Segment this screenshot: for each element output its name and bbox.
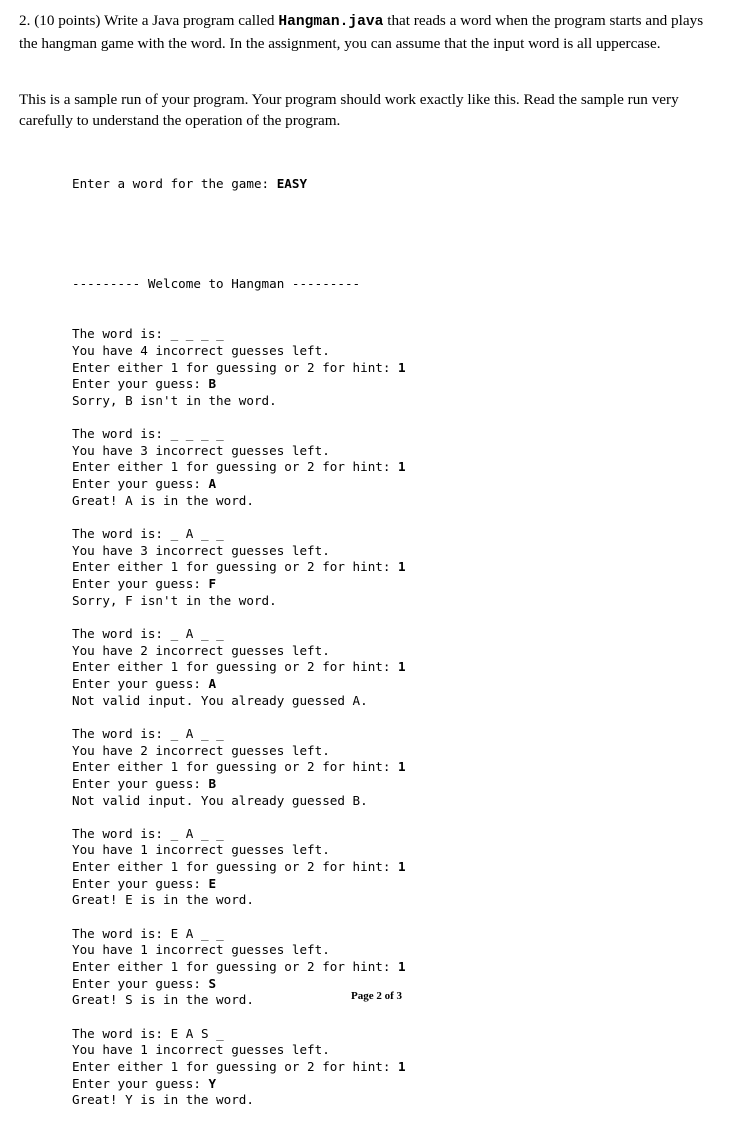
word-label: The word is: xyxy=(72,526,171,542)
hint-prompt: Enter either 1 for guessing or 2 for hint: xyxy=(72,859,399,875)
round xyxy=(72,709,406,809)
result-line: Sorry, B isn't in the word. xyxy=(72,392,277,408)
page-footer: Page 2 of 3 xyxy=(350,990,402,1002)
word-letter: _ xyxy=(200,725,209,741)
guess-input: B xyxy=(208,376,217,392)
hint-prompt-line xyxy=(72,360,406,377)
hint-prompt: Enter either 1 for guessing or 2 for hint: xyxy=(72,759,399,775)
word-letter: _ xyxy=(216,625,224,641)
guess-prompt: Enter your guess: xyxy=(72,376,209,392)
word-label: The word is: xyxy=(72,326,171,342)
word-letter: A xyxy=(185,526,194,542)
blank-line xyxy=(72,1009,406,1026)
guesses-left-line: You have 3 incorrect guesses left. xyxy=(72,442,330,458)
result-line: Great! S is in the word. xyxy=(72,992,254,1008)
hint-input: 1 xyxy=(398,859,406,875)
guess-prompt: Enter your guess: xyxy=(72,476,209,492)
hint-prompt: Enter either 1 for guessing or 2 for hint: xyxy=(72,459,399,475)
word-label: The word is: xyxy=(72,625,171,641)
word-letter: A xyxy=(185,825,194,841)
hint-prompt-line xyxy=(72,659,406,676)
guess-input: B xyxy=(208,775,217,791)
hint-prompt-line xyxy=(72,959,406,976)
word-prompt: Enter a word for the game: xyxy=(72,176,277,192)
word-status-line xyxy=(72,826,406,843)
round xyxy=(72,1009,406,1109)
guess-input: A xyxy=(208,476,217,492)
word-letter: _ xyxy=(170,526,179,542)
problem-intro: 2. (10 points) Write a Java program called xyxy=(19,12,275,29)
sample-run xyxy=(72,143,406,1126)
word-letter: _ xyxy=(200,326,209,342)
result-line: Not valid input. You already guessed B. xyxy=(72,792,368,808)
guess-prompt-line xyxy=(72,876,406,893)
guess-prompt: Enter your guess: xyxy=(72,1075,209,1091)
guess-prompt-line xyxy=(72,376,406,393)
word-letter: E xyxy=(170,925,179,941)
word-status-line xyxy=(72,526,406,543)
word-letter: _ xyxy=(170,725,179,741)
blank-line xyxy=(72,909,406,926)
hint-input: 1 xyxy=(398,359,406,375)
hint-input: 1 xyxy=(398,559,406,575)
filename: Hangman.java xyxy=(278,14,384,30)
word-letter: _ xyxy=(216,825,224,841)
word-label: The word is: xyxy=(72,925,171,941)
result-line: Great! A is in the word. xyxy=(72,492,254,508)
word-letter: _ xyxy=(216,925,224,941)
word-letter: _ xyxy=(185,426,194,442)
guess-prompt: Enter your guess: xyxy=(72,975,209,991)
guess-prompt-line xyxy=(72,576,406,593)
hint-input: 1 xyxy=(398,959,406,975)
hint-prompt: Enter either 1 for guessing or 2 for hint: xyxy=(72,1058,399,1074)
result-line: Sorry, F isn't in the word. xyxy=(72,592,277,608)
word-letter: A xyxy=(185,725,194,741)
hint-prompt: Enter either 1 for guessing or 2 for hint: xyxy=(72,559,399,575)
blank-line xyxy=(72,226,406,243)
word-letter: _ xyxy=(170,825,179,841)
round xyxy=(72,609,406,709)
word-letter: _ xyxy=(185,326,194,342)
blank-line xyxy=(72,709,406,726)
word-label: The word is: xyxy=(72,825,171,841)
guess-prompt: Enter your guess: xyxy=(72,775,209,791)
hint-prompt-line xyxy=(72,859,406,876)
word-letter: A xyxy=(185,625,194,641)
blank-line xyxy=(72,609,406,626)
hint-prompt: Enter either 1 for guessing or 2 for hint: xyxy=(72,359,399,375)
input-word: EASY xyxy=(276,176,308,192)
hint-input: 1 xyxy=(398,459,406,475)
hint-input: 1 xyxy=(398,1058,406,1074)
guess-prompt-line xyxy=(72,1076,406,1093)
word-status-line xyxy=(72,726,406,743)
result-line: Great! E is in the word. xyxy=(72,892,254,908)
hint-prompt-line xyxy=(72,759,406,776)
hint-input: 1 xyxy=(398,759,406,775)
round xyxy=(72,509,406,609)
guess-prompt-line xyxy=(72,476,406,493)
word-letter: _ xyxy=(170,326,179,342)
guess-prompt: Enter your guess: xyxy=(72,576,209,592)
problem-statement xyxy=(19,10,724,54)
hint-prompt-line xyxy=(72,459,406,476)
guess-prompt-line xyxy=(72,776,406,793)
word-letter: _ xyxy=(170,625,179,641)
blank-line xyxy=(72,509,406,526)
problem-description: that reads a word when the program starts and plays the hangman game with the word. In the assignment, you can assume that the input word is all uppercase. xyxy=(19,12,704,52)
word-letter: _ xyxy=(170,426,179,442)
guess-prompt: Enter your guess: xyxy=(72,675,209,691)
result-line: Great! Y is in the word. xyxy=(72,1092,254,1108)
word-letter: A xyxy=(185,1025,194,1041)
guess-input: E xyxy=(208,875,217,891)
word-status-line xyxy=(72,626,406,643)
guesses-left-line: You have 2 incorrect guesses left. xyxy=(72,642,330,658)
guess-prompt: Enter your guess: xyxy=(72,875,209,891)
word-label: The word is: xyxy=(72,725,171,741)
round xyxy=(72,809,406,909)
hint-prompt-line xyxy=(72,1059,406,1076)
word-letter: E xyxy=(170,1025,179,1041)
word-letter: A xyxy=(185,925,194,941)
guesses-left-line: You have 1 incorrect guesses left. xyxy=(72,1042,330,1058)
word-status-line xyxy=(72,426,406,443)
guesses-left-line: You have 4 incorrect guesses left. xyxy=(72,342,330,358)
word-letter: _ xyxy=(200,426,209,442)
guesses-left-line: You have 2 incorrect guesses left. xyxy=(72,742,330,758)
word-letter: _ xyxy=(216,326,224,342)
word-letter: _ xyxy=(200,925,209,941)
sample-intro: This is a sample run of your program. Your program should work exactly like this. Read the sample run very carefully to understand the operation of the program. xyxy=(19,91,679,129)
word-letter: _ xyxy=(216,725,224,741)
word-status-line xyxy=(72,326,406,343)
word-label: The word is: xyxy=(72,426,171,442)
guesses-left-line: You have 3 incorrect guesses left. xyxy=(72,542,330,558)
guess-prompt-line xyxy=(72,676,406,693)
word-letter: _ xyxy=(216,426,224,442)
guess-input: S xyxy=(208,975,217,991)
word-prompt-line xyxy=(72,176,406,193)
word-label: The word is: xyxy=(72,1025,171,1041)
word-letter: _ xyxy=(216,526,224,542)
hint-input: 1 xyxy=(398,659,406,675)
word-letter: S xyxy=(200,1025,209,1041)
blank-line xyxy=(72,809,406,826)
word-letter: _ xyxy=(200,825,209,841)
guess-input: Y xyxy=(208,1075,217,1091)
word-status-line xyxy=(72,1026,406,1043)
guess-input: A xyxy=(208,675,217,691)
guess-input: F xyxy=(208,576,217,592)
welcome-banner: --------- Welcome to Hangman --------- xyxy=(72,276,361,292)
round xyxy=(72,326,406,409)
word-letter: _ xyxy=(216,1025,224,1041)
word-letter: _ xyxy=(200,526,209,542)
guesses-left-line: You have 1 incorrect guesses left. xyxy=(72,842,330,858)
guesses-left-line: You have 1 incorrect guesses left. xyxy=(72,942,330,958)
round xyxy=(72,409,406,509)
hint-prompt-line xyxy=(72,559,406,576)
word-letter: _ xyxy=(200,625,209,641)
hint-prompt: Enter either 1 for guessing or 2 for hint: xyxy=(72,659,399,675)
hint-prompt: Enter either 1 for guessing or 2 for hint: xyxy=(72,959,399,975)
result-line: Not valid input. You already guessed A. xyxy=(72,692,368,708)
blank-line xyxy=(72,409,406,426)
word-status-line xyxy=(72,926,406,943)
